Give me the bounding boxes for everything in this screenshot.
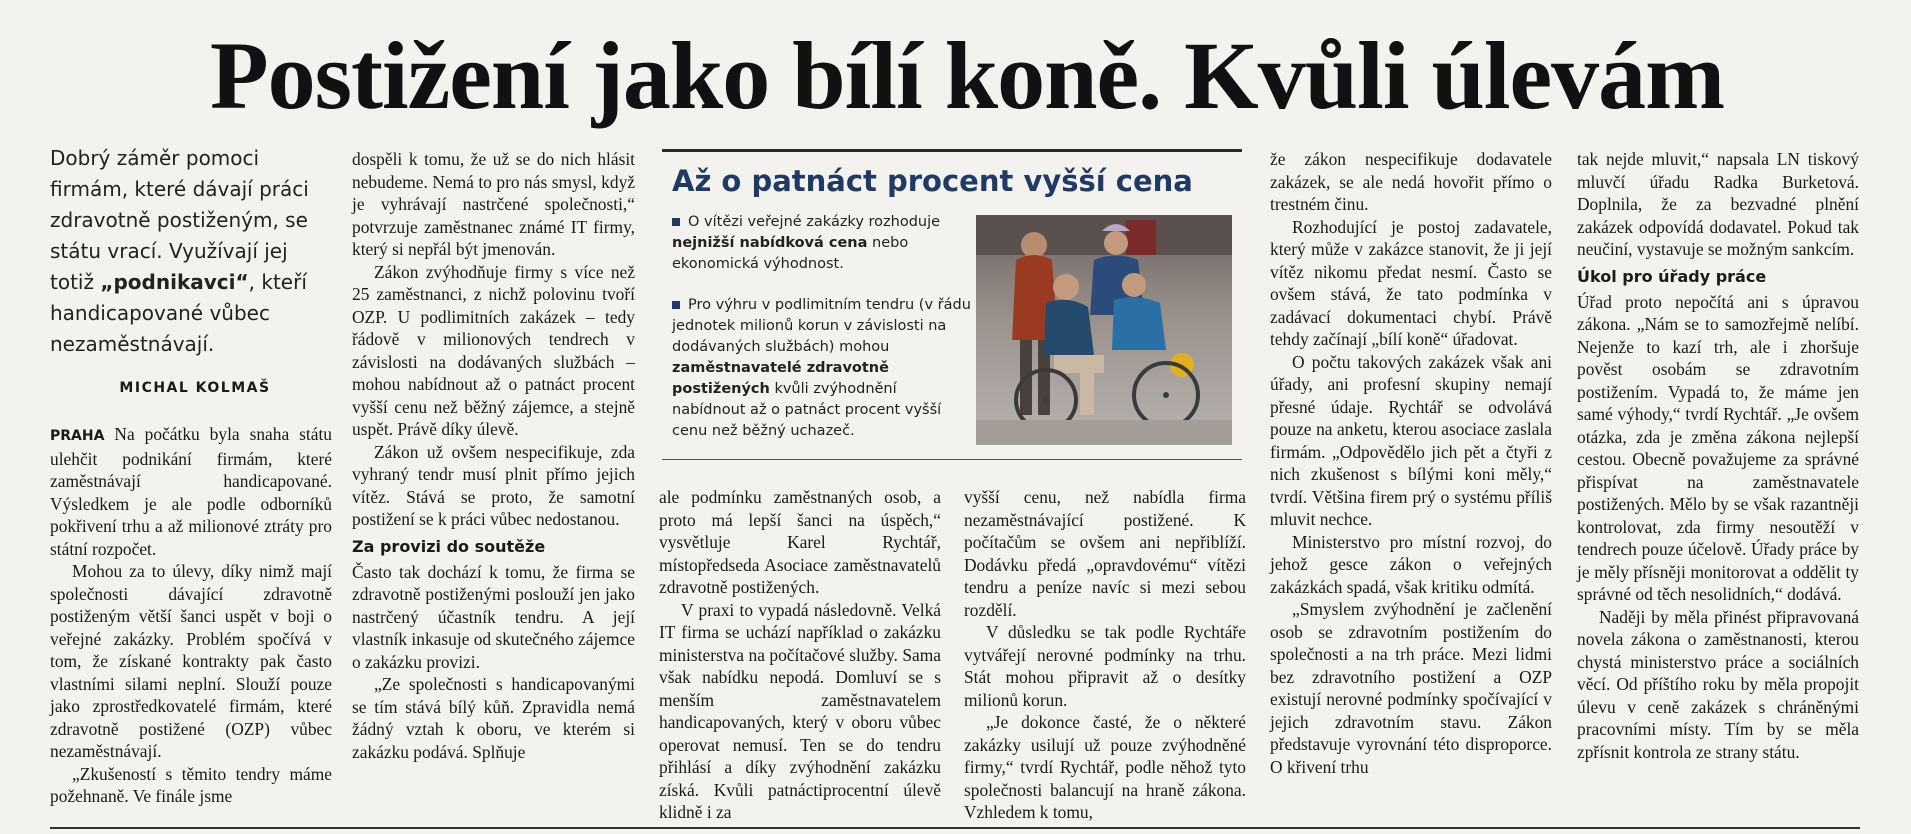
column-paragraph: Mohou za to úlevy, díky nimž mají společnosti dávající zdravotně postiženým větší šanci uspět v boji o veřejné zakázky. Problém spočívá v tom, že získané kontrakty pak často vlastními silami neplní. Slouží pouze jako zprostředkovatelé firmám, které zdravotně postižené (OZP) vůbec nezaměstnávají. xyxy=(50,561,332,761)
column-paragraph: „Smyslem zvýhodnění je začlenění osob se zdravotním postižením do společnosti a na trh práce. Mezi lidmi bez zdravotního postižení a OZP existují nerovné podmínky spočívající v jejich zdravotním stavu. Zákon představuje vyrovnání této disproporce. O křivení trhu xyxy=(1270,599,1552,777)
sidebar-list-item: O vítězi veřejné zakázky rozhoduje nejnižší nabídková cena nebo ekonomická výhodnost. xyxy=(672,214,941,272)
column-paragraph: PRAHA Na počátku byla snaha státu ulehčit podnikání firmám, které zaměstnávají handicapované. Výsledkem je ale podle odborníků pokřivení trhu a až milionové ztráty pro státní rozpočet. xyxy=(50,424,332,559)
column-paragraph: Zákon zvýhodňuje firmy s více než 25 zaměstnanci, z nichž polovinu tvoří OZP. U podlimitních zakázek – tedy řádově v milionových tendrech v závislosti na dodávaných službách – mohou nabídnout až o patnáct procent vyšší cenu než běžný zájemce, a stejně uspět. Právě díky úlevě. xyxy=(352,261,635,439)
column-paragraph: Často tak dochází k tomu, že firma se zdravotně postiženými poslouží jen jako nastrčený účastník tendru. A její vlastník inkasuje od skutečného zájemce o zakázku provizi. xyxy=(352,561,635,672)
sidebar-list-item: Pro výhru v podlimitním tendru (v řádu jednotek milionů korun v závislosti na dodávaných službách) mohou zaměstnavatelé zdravotně postižených kvůli zvýhodnění nabídnout až o patnáct procent vyšší cenu než běžný uchazeč. xyxy=(672,297,971,439)
column-paragraph: O počtu takových zakázek však ani úřady, ani profesní skupiny nemají přesné údaje. Rychtář se odvolává pouze na anketu, kterou asociace zaslala firmám. „Odpovědělo jich pět a čtyři z nich zkušenost s bílými koni měly,“ tvrdí. Většina firem prý o systému příliš mluvit nechce. xyxy=(1270,351,1552,529)
column-paragraph: dospěli k tomu, že už se do nich hlásit nebudeme. Nemá to pro nás smysl, když je vyhrávají nastrčené společnosti,“ potvrzuje zaměstnanec známé IT firmy, který si nepřál být jmenován. xyxy=(352,149,635,259)
column-paragraph: V důsledku se tak podle Rychtáře vytvářejí nerovné podmínky na trhu. Stát mohou připravit až o desítky milionů korun. xyxy=(964,622,1246,710)
column-paragraph: „Zkušeností s těmito tendry máme požehnaně. Ve finále jsme xyxy=(50,763,332,806)
column-paragraph: Ministerstvo pro místní rozvoj, do jehož gesce zákon o veřejných zakázkách spadá, však kritiku odmítá. xyxy=(1270,531,1552,597)
author-byline: MICHAL KOLMAŠ xyxy=(119,380,271,396)
column-paragraph: tak nejde mluvit,“ napsala LN tiskový mluvčí úřadu Radka Burketová. Doplnila, že za bezvadné plnění zakázek odpovídá dodavatel. Pokud tak neučiní, vystavuje se možným sankcím. xyxy=(1577,149,1859,259)
column-paragraph: ale podmínku zaměstnaných osob, a proto má lepší šanci na úspěch,“ vysvětluje Karel Rychtář, místopředseda Asociace zaměstnavatelů zdravotně postižených. xyxy=(659,487,941,597)
sidebar-top-rule xyxy=(662,149,1242,152)
square-bullet-icon xyxy=(672,218,680,226)
article-column-4 xyxy=(964,486,1246,824)
column-paragraph: „Ze společnosti s handicapovanými se tím stává bílý kůň. Zpravidla nemá žádný vztah k oboru, ve kterém si zakázku podává. Splňuje xyxy=(352,674,635,762)
bottom-rule xyxy=(50,827,1860,829)
subheading: Úkol pro úřady práce xyxy=(1577,266,1767,286)
column-paragraph: Zákon už ovšem nespecifikuje, zda vyhraný tendr musí plnit přímo jejich vítěz. Stává se proto, že samotní postižení se k práci vůbec nedostanou. xyxy=(352,441,635,529)
column-paragraph: Rozhodující je postoj zadavatele, který může v zakázce stanovit, že ji její vítěz nikomu předat nesmí. Často se ovšem stává, že tato podmínka v zadávací dokumentaci chybí. Právě tehdy začínají „bílí koně“ úřadovat. xyxy=(1270,216,1552,349)
wheelchair-photo-illustration xyxy=(976,215,1232,445)
column-paragraph: že zákon nespecifikuje dodavatele zakázek, se ale nedá hovořit přímo o trestném činu. xyxy=(1270,149,1552,214)
column-paragraph: Naději by měla přinést připravovaná novela zákona o zaměstnanosti, kterou chystá ministerstvo práce a sociálních věcí. Od příštího roku by měla propojit úlevu v ceně zakázek s chráněnými pracovními místy. Tím by se měla zpřísnit kontrola ze strany státu. xyxy=(1577,606,1859,762)
sidebar-bottom-rule xyxy=(662,459,1242,460)
lead-bold: „podnikavci“ xyxy=(100,270,249,294)
column-paragraph: Úřad proto nepočítá ani s úpravou zákona. „Nám se to samozřejmě nelíbí. Nejenže to kazí trh, ale i zhoršuje pověst osobám se zdravotním postižením. Vypadá to, že máme jen samé výhody,“ tvrdí Rychtář. „Je ovšem otázka, zda je změna zákona nejlepší cestou. Obecně považujeme za správné přispívat na zaměstnavatele postižených. Mělo by se však razantněji kontrolovat, zda firmy nesoutěží v tendrech pouze účelově. Úřady práce by je měly přísněji monitorovat a oddělit ty správné od těch nesolidních,“ dodává. xyxy=(1577,291,1859,604)
article-column-5 xyxy=(1270,148,1552,778)
sidebar-title: Až o patnáct procent vyšší cena xyxy=(672,164,1193,198)
news-photo xyxy=(976,215,1232,445)
column-paragraph: V praxi to vypadá následovně. Velká IT firma se uchází například o zakázku ministerstva na počítačové služby. Sama však nabídku nepodá. Domluví se s menším zaměstnavatelem handicapovaných, který v oboru vůbec operovat nemusí. Ten se do tendru přihlásí a díky zvýhodnění zakázku získá. Kvůli patnáctiprocentní úlevě klidně i za xyxy=(659,599,941,822)
column-paragraph: vyšší cenu, než nabídla firma nezaměstnávající postižené. K počítačům se ovšem ani nepřiblíží. Dodávku předá „opravdovému“ vítězi tendru a peníze navíc si mezi sebou rozdělí. xyxy=(964,487,1246,620)
headline: Postižení jako bílí koně. Kvůli úlevám xyxy=(210,22,1725,129)
lead-paragraph xyxy=(50,143,330,360)
square-bullet-icon xyxy=(672,301,680,309)
subheading: Za provizi do soutěže xyxy=(352,536,546,556)
article-column-2 xyxy=(352,148,635,763)
article-column-1 xyxy=(50,423,332,808)
lead-text: Dobrý záměr pomoci firmám, které dávají práci zdravotně postiženým, se státu vrací. Využívají jej totiž xyxy=(50,146,309,294)
column-paragraph: „Je dokonce časté, že o některé zakázky usilují už pouze zvýhodněné firmy,“ tvrdí Rychtář, podle něhož tyto společnosti balancují na hraně zákona. Vzhledem k tomu, xyxy=(964,712,1246,822)
sidebar-list xyxy=(672,212,972,462)
dateline: PRAHA xyxy=(50,428,105,444)
article-column-6 xyxy=(1577,148,1859,763)
article-column-3 xyxy=(659,486,941,824)
lead-text-end: , kteří handicapované vůbec nezaměstnávají. xyxy=(50,270,307,356)
